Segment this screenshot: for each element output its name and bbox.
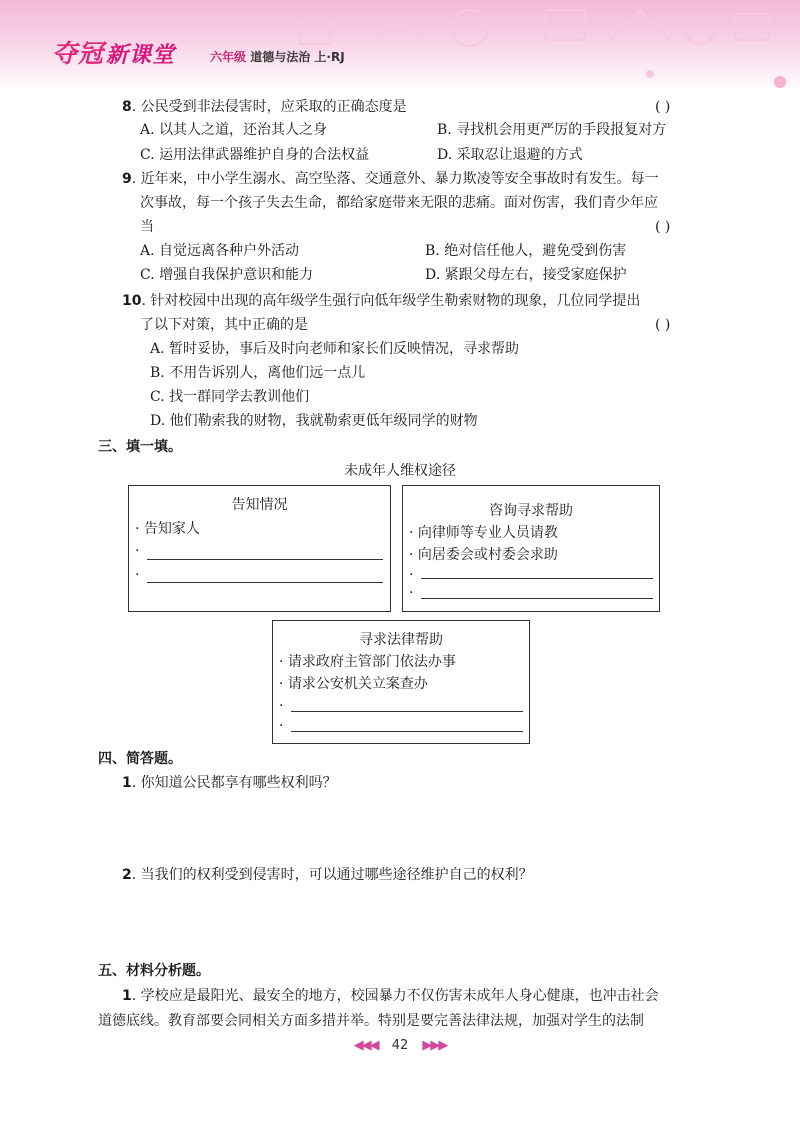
material-1-line1: 1. 学校应是最阳光、最安全的地方，校园暴力不仅伤害未成年人身心健康，也冲击社会 — [122, 988, 659, 1004]
right-arrows-icon: ▶▶▶ — [422, 1038, 447, 1053]
edition-label: 上·RJ — [314, 50, 345, 64]
option-10b: B. 不用告诉别人，离他们远一点儿 — [150, 365, 366, 381]
blank-line[interactable] — [291, 731, 523, 732]
option-10c: C. 找一群同学去教训他们 — [150, 389, 310, 405]
section-4-title: 四、简答题。 — [98, 751, 182, 767]
subject-label: 道德与法治 — [250, 50, 311, 64]
question-8: 8. 公民受到非法侵害时，应采取的正确态度是 — [122, 99, 407, 115]
question-10-line2: 了以下对策，其中正确的是 — [140, 317, 308, 333]
option-10d: D. 他们勒索我的财物，我就勒索更低年级同学的财物 — [150, 413, 478, 429]
option-9d: D. 紧跟父母左右，接受家庭保护 — [425, 267, 627, 283]
option-8d: D. 采取忍让退避的方式 — [437, 147, 583, 163]
brand-sub: 新课堂 — [106, 43, 176, 68]
box-consult — [402, 485, 660, 612]
page-footer — [300, 1038, 500, 1053]
box-consult-item-2: · 向居委会或村委会求助 — [409, 547, 558, 563]
page-number: 42 — [391, 1038, 409, 1053]
short-answer-2: 2. 当我们的权利受到侵害时，可以通过哪些途径维护自己的权利？ — [122, 867, 533, 883]
box-consult-bullet-3: · — [409, 567, 414, 583]
blank-line[interactable] — [421, 578, 653, 579]
box-inform-item-1: · 告知家人 — [135, 521, 200, 537]
box-consult-title: 咨询寻求帮助 — [489, 503, 573, 519]
box-inform-bullet-2: · — [135, 543, 140, 559]
section-3-title: 三、填一填。 — [98, 439, 182, 455]
question-9-line3: 当 — [140, 219, 154, 235]
option-9b: B. 绝对信任他人，避免受到伤害 — [425, 243, 627, 259]
box-inform-title: 告知情况 — [231, 497, 288, 513]
box-inform-bullet-3: · — [135, 567, 140, 583]
option-9a: A. 自觉远离各种户外活动 — [140, 243, 300, 259]
box-legal-item-2: · 请求公安机关立案查办 — [279, 676, 428, 692]
box-legal-item-1: · 请求政府主管部门依法办事 — [279, 654, 456, 670]
box-inform — [128, 485, 391, 612]
blank-line[interactable] — [147, 559, 383, 560]
blank-line[interactable] — [291, 711, 523, 712]
answer-paren-9[interactable]: ( ) — [655, 219, 671, 235]
material-1-line2: 道德底线。教育部要会同相关方面多措并举。特别是要完善法律法规，加强对学生的法制 — [98, 1013, 644, 1029]
grade-label: 六年级 — [210, 50, 247, 64]
option-10a: A. 暂时妥协，事后及时向老师和家长们反映情况，寻求帮助 — [150, 341, 520, 357]
question-9: 9. 近年来，中小学生溺水、高空坠落、交通意外、暴力欺凌等安全事故时有发生。每一 — [122, 171, 659, 187]
brand-main: 夺冠 — [52, 39, 105, 68]
option-8b: B. 寻找机会用更严厉的手段报复对方 — [437, 122, 667, 138]
blank-line[interactable] — [147, 582, 383, 583]
box-consult-item-1: · 向律师等专业人员请教 — [409, 525, 558, 541]
question-10: 10. 针对校园中出现的高年级学生强行向低年级学生勒索财物的现象，几位同学提出 — [122, 293, 641, 309]
blank-line[interactable] — [421, 598, 653, 599]
box-consult-bullet-4: · — [409, 585, 414, 601]
box-legal-bullet-3: · — [279, 698, 284, 714]
short-answer-1: 1. 你知道公民都享有哪些权利吗？ — [122, 775, 337, 791]
answer-paren-8[interactable]: ( ) — [655, 99, 671, 115]
answer-paren-10[interactable]: ( ) — [655, 317, 671, 333]
option-8a: A. 以其人之道，还治其人之身 — [140, 122, 328, 138]
option-9c: C. 增强自我保护意识和能力 — [140, 267, 314, 283]
question-9-line2: 次事故，每一个孩子失去生命，都给家庭带来无限的悲痛。面对伤害，我们青少年应 — [140, 195, 658, 211]
option-8c: C. 运用法律武器维护自身的合法权益 — [140, 147, 370, 163]
diagram-title: 未成年人维权途径 — [344, 463, 456, 479]
box-legal-bullet-4: · — [279, 718, 284, 734]
box-legal-title: 寻求法律帮助 — [359, 632, 443, 648]
left-arrows-icon: ◀◀◀ — [353, 1038, 378, 1053]
box-legal — [272, 620, 530, 744]
section-5-title: 五、材料分析题。 — [98, 963, 210, 979]
